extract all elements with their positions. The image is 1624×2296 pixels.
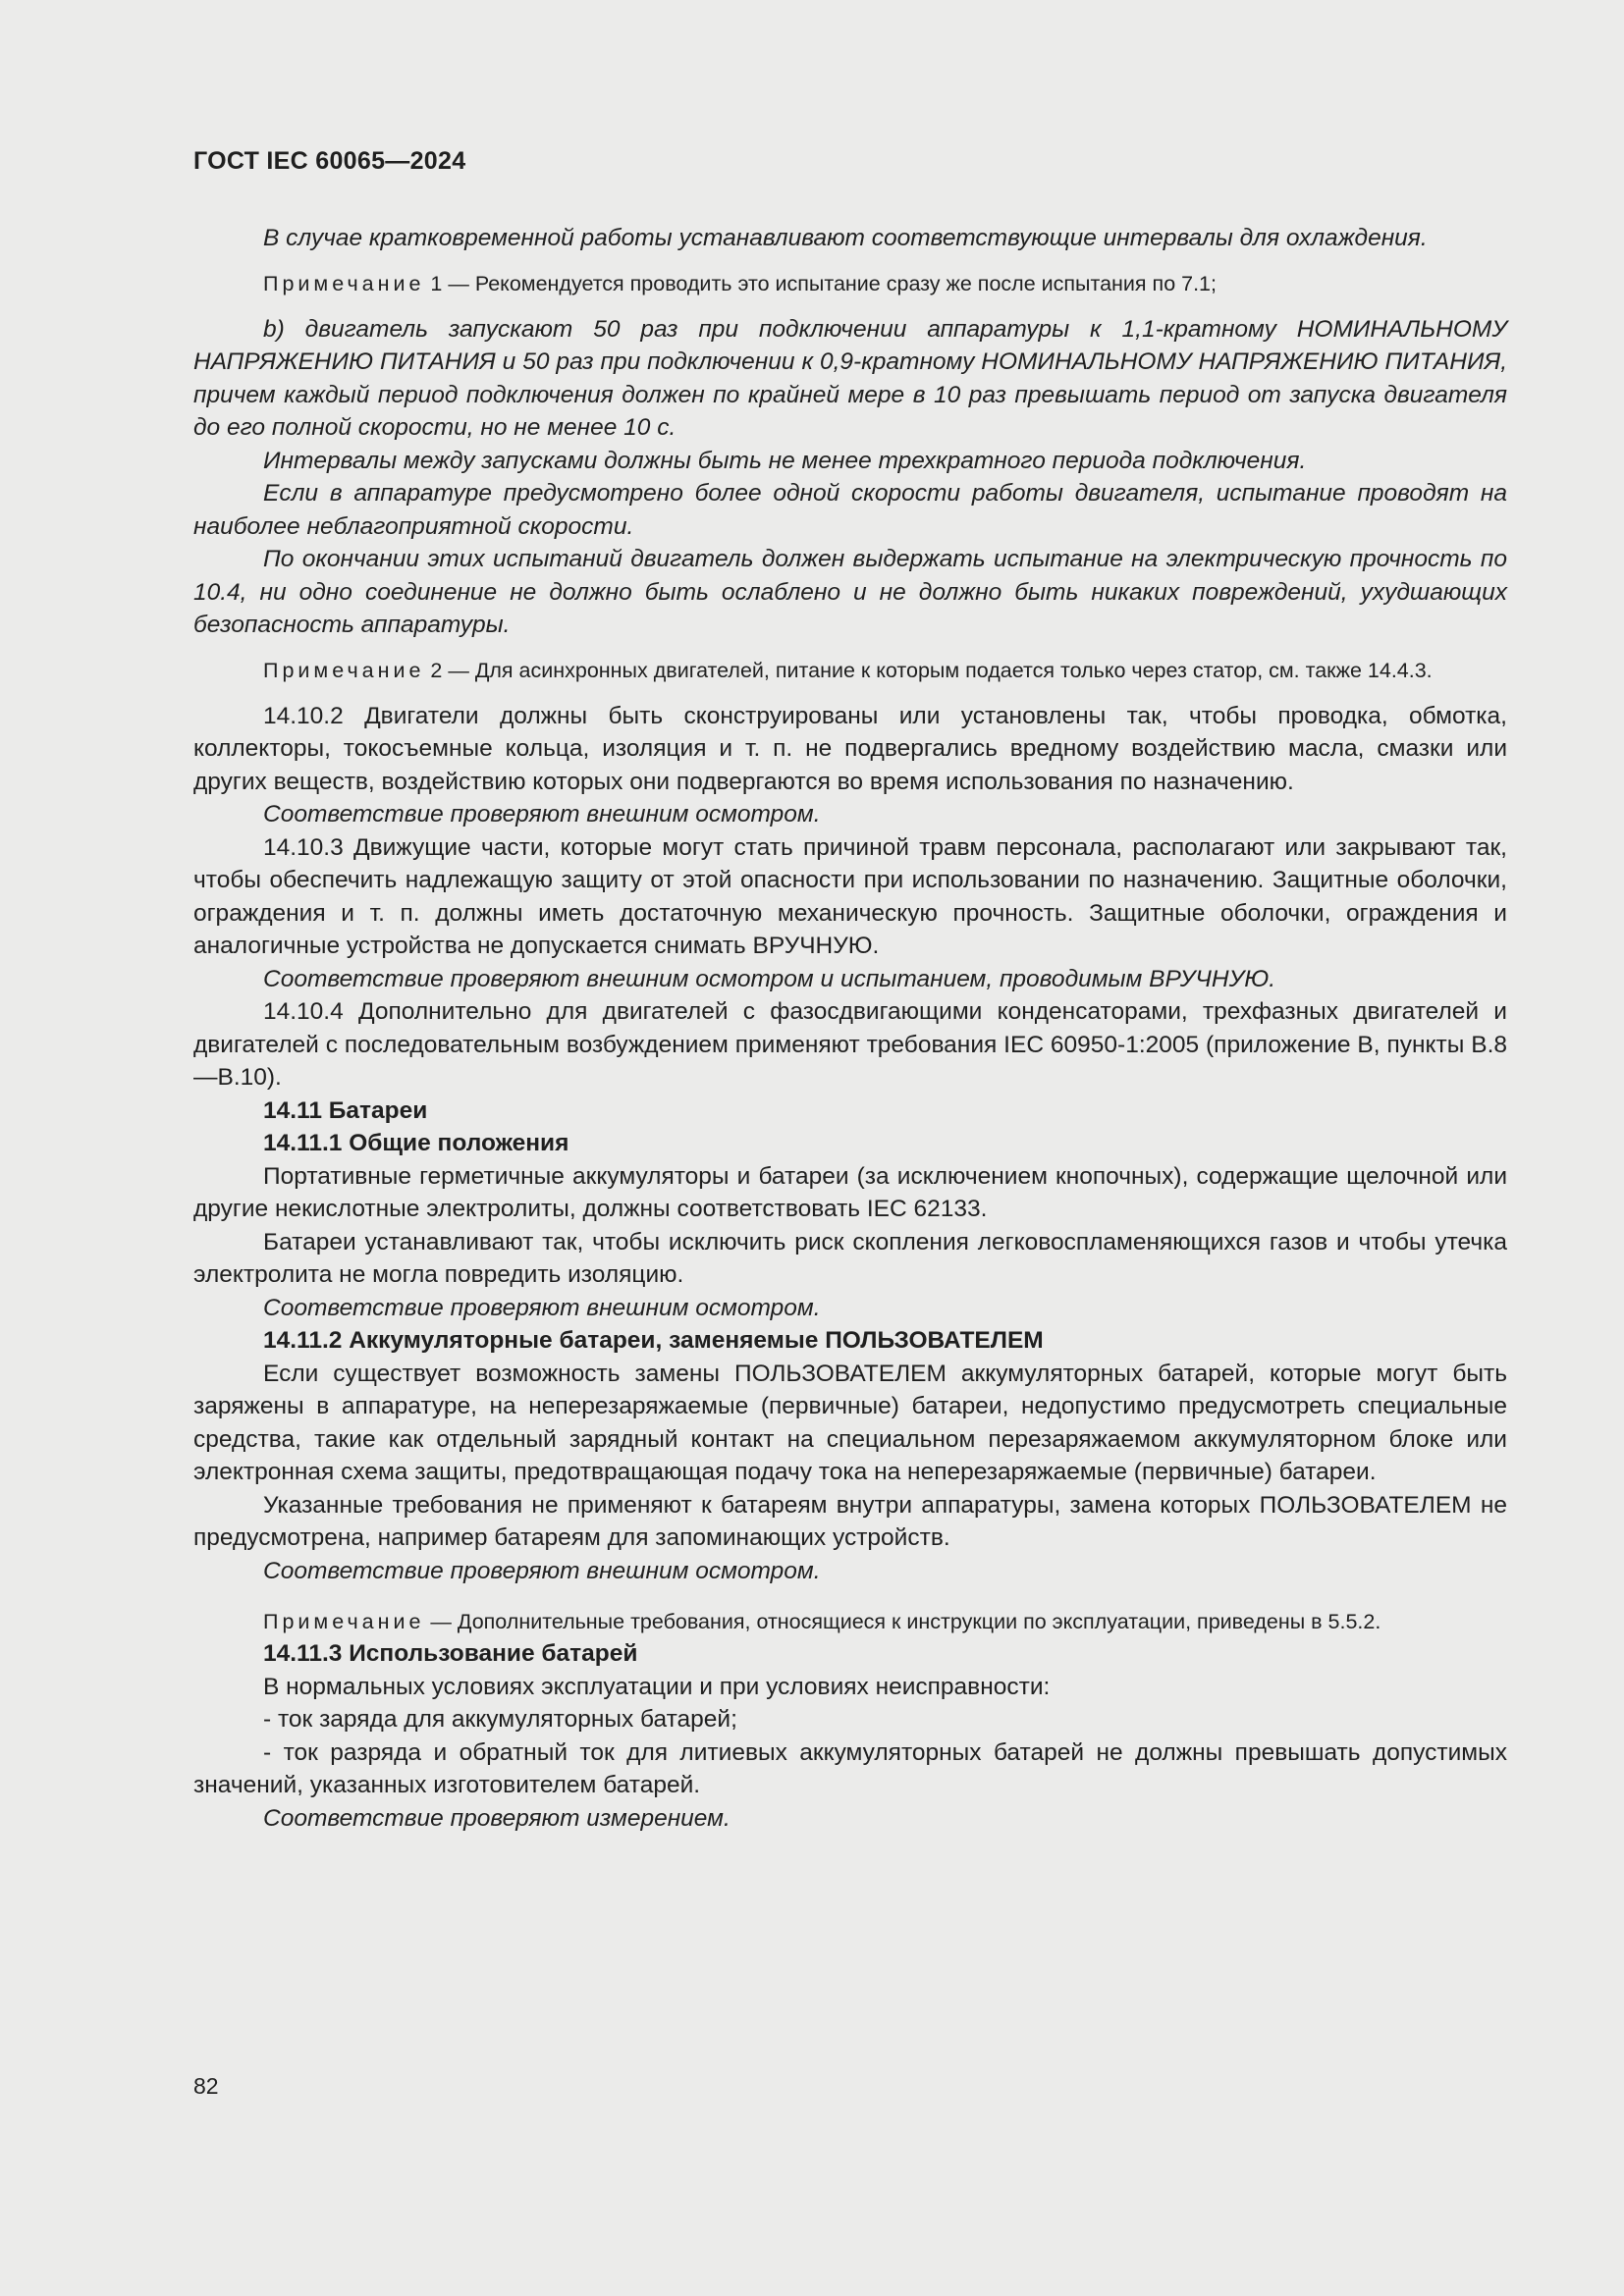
- section-heading: 14.11 Батареи: [263, 1096, 428, 1124]
- paragraph: В нормальных условиях эксплуатации и при условиях неисправности:: [263, 1673, 1051, 1700]
- paragraph: Если в аппаратуре предусмотрено более одной скорости работы двигателя, испытание проводят на наиболее неблагоприятной скорости.: [193, 480, 1507, 540]
- paragraph: Соответствие проверяют измерением.: [263, 1804, 731, 1832]
- paragraph: Портативные герметичные аккумуляторы и батареи (за исключением кнопочных), содержащие щелочной или другие некислотные электролиты, должны соответствовать IEC 62133.: [193, 1162, 1507, 1222]
- note-label: Примечание: [263, 271, 425, 295]
- note-label: Примечание: [263, 1610, 425, 1633]
- subsection-heading: 14.11.3 Использование батарей: [263, 1640, 638, 1667]
- subsection-heading: 14.11.2 Аккумуляторные батареи, заменяемые ПОЛЬЗОВАТЕЛЕМ: [263, 1327, 1044, 1354]
- paragraph: 14.10.4 Дополнительно для двигателей с фазосдвигающими конденсаторами, трехфазных двигателей и двигателей с последовательным возбуждением применяют требования IEC 60950-1:2005 (приложение В, пункты В.8—В.10).: [193, 998, 1507, 1091]
- list-item: - ток заряда для аккумуляторных батарей;: [263, 1706, 737, 1733]
- paragraph: 14.10.3 Движущие части, которые могут стать причиной травм персонала, располагают или закрывают так, чтобы обеспечить надлежащую защиту от этой опасности при использовании по назначению. Защитные оболочки, ограждения и т. п. должны иметь достаточную механическую прочность. Защитные оболочки, ограждения и аналогичные устройства не допускается снимать ВРУЧНУЮ.: [193, 833, 1507, 959]
- note-text: 1 — Рекомендуется проводить это испытание сразу же после испытания по 7.1;: [424, 271, 1217, 295]
- document-body: [193, 222, 1507, 1835]
- document-header: ГОСТ IEC 60065—2024: [193, 147, 466, 175]
- note-3: [193, 1607, 1507, 1637]
- paragraph: Соответствие проверяют внешним осмотром.: [263, 1557, 821, 1584]
- paragraph: 14.10.2 Двигатели должны быть сконструированы или установлены так, чтобы проводка, обмотка, коллекторы, токосъемные кольца, изоляция и т. п. не подвергались вредному воздействию масла, смазки или других веществ, воздействию которых они подвергаются во время использования по назначению.: [193, 702, 1507, 795]
- paragraph: Соответствие проверяют внешним осмотром.: [263, 1294, 821, 1321]
- note-label: Примечание: [263, 658, 425, 682]
- paragraph: Если существует возможность замены ПОЛЬЗОВАТЕЛЕМ аккумуляторных батарей, которые могут быть заряжены в аппаратуре, на неперезаряжаемые (первичные) батареи, недопустимо предусмотреть специальные средства, такие как отдельный зарядный контакт на специальном перезаряжаемом аккумуляторном блоке или электронная схема защиты, предотвращающая подачу тока на неперезаряжаемые (первичные) батареи.: [193, 1360, 1507, 1485]
- paragraph: Указанные требования не применяют к батареям внутри аппаратуры, замена которых ПОЛЬЗОВАТЕЛЕМ не предусмотрена, например батареям для запоминающих устройств.: [193, 1491, 1507, 1551]
- paragraph: В случае кратковременной работы устанавливают соответствующие интервалы для охлаждения.: [263, 225, 1428, 251]
- paragraph: Соответствие проверяют внешним осмотром и испытанием, проводимым ВРУЧНУЮ.: [263, 965, 1276, 992]
- paragraph: Интервалы между запусками должны быть не менее трехкратного периода подключения.: [263, 447, 1307, 474]
- note-text: — Дополнительные требования, относящиеся к инструкции по эксплуатации, приведены в 5.5.2.: [424, 1610, 1381, 1633]
- paragraph: По окончании этих испытаний двигатель должен выдержать испытание на электрическую прочность по 10.4, ни одно соединение не должно быть ослаблено и не должно быть никаких повреждений, ухудшающих безопасность аппаратуры.: [193, 546, 1507, 638]
- paragraph: Соответствие проверяют внешним осмотром.: [263, 801, 821, 828]
- subsection-heading: 14.11.1 Общие положения: [263, 1130, 569, 1156]
- paragraph: Батареи устанавливают так, чтобы исключить риск скопления легковоспламеняющихся газов и чтобы утечка электролита не могла повредить изоляцию.: [193, 1228, 1507, 1288]
- note-1: [193, 269, 1507, 299]
- paragraph: b) двигатель запускают 50 раз при подключении аппаратуры к 1,1-кратному НОМИНАЛЬНОМУ НАПРЯЖЕНИЮ ПИТАНИЯ и 50 раз при подключении к 0,9-кратному НОМИНАЛЬНОМУ НАПРЯЖЕНИЮ ПИТАНИЯ, причем каждый период подключения должен по крайней мере в 10 раз превышать период от запуска двигателя до его полной скорости, но не менее 10 с.: [193, 315, 1507, 441]
- note-2: [193, 656, 1507, 686]
- note-text: 2 — Для асинхронных двигателей, питание к которым подается только через статор, см. также 14.4.3.: [424, 658, 1433, 682]
- page-number: 82: [193, 2073, 219, 2099]
- list-item: - ток разряда и обратный ток для литиевых аккумуляторных батарей не должны превышать допустимых значений, указанных изготовителем батарей.: [193, 1738, 1507, 1798]
